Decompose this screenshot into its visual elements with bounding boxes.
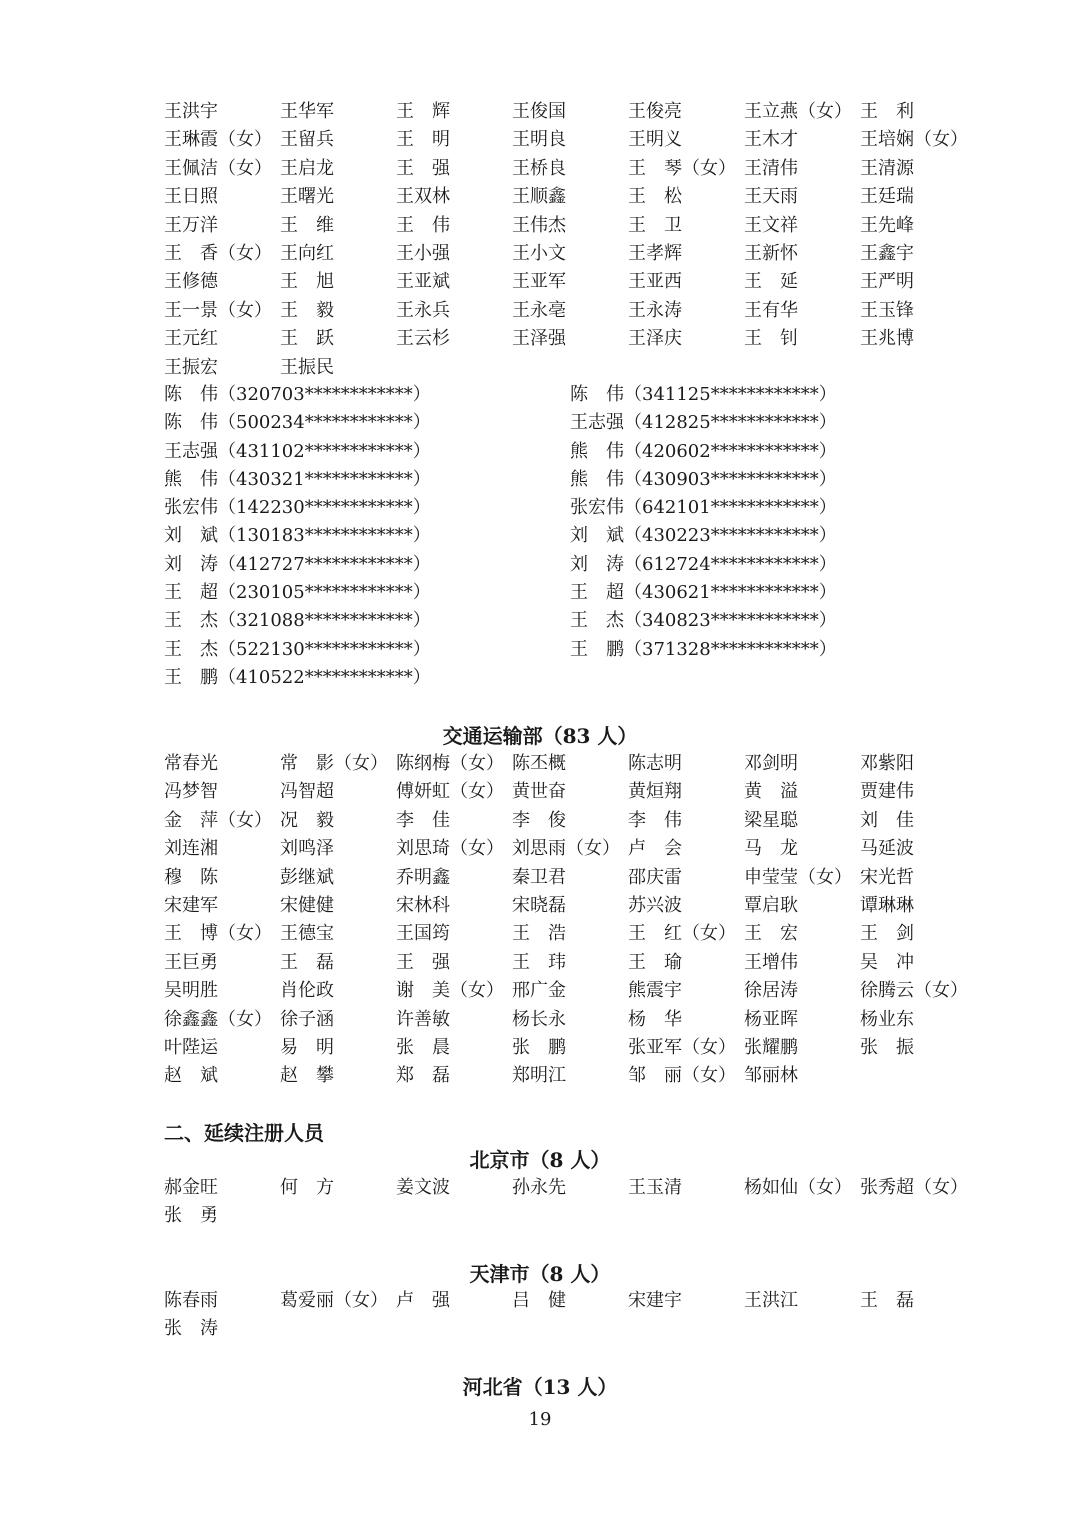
person-name: 覃启耿 bbox=[744, 894, 798, 916]
person-name: 王曙光 bbox=[280, 186, 334, 208]
person-name: 张 涛 bbox=[164, 1318, 218, 1340]
person-name: 杨亚晖 bbox=[744, 1008, 798, 1030]
person-name-with-id: 熊 伟（430321************） bbox=[164, 468, 431, 490]
person-name: 李 俊 bbox=[512, 809, 566, 831]
id-row bbox=[164, 666, 984, 694]
name-row bbox=[164, 780, 984, 808]
person-name: 王 利 bbox=[860, 101, 914, 122]
person-name: 秦卫君 bbox=[512, 866, 566, 888]
person-name-with-id: 王 杰（321088************） bbox=[164, 610, 431, 632]
person-name: 王文祥 bbox=[744, 214, 798, 236]
person-name: 王修德 bbox=[164, 271, 218, 293]
person-name-with-id: 刘 涛（612724************） bbox=[570, 553, 837, 575]
person-name: 肖伦政 bbox=[280, 980, 334, 1002]
person-name: 乔明鑫 bbox=[396, 866, 450, 888]
name-row bbox=[164, 866, 984, 894]
person-name: 王泽强 bbox=[512, 328, 566, 350]
person-name: 王日照 bbox=[164, 186, 218, 208]
person-name: 吕 健 bbox=[512, 1290, 566, 1311]
person-name: 卢 强 bbox=[396, 1290, 450, 1311]
name-row bbox=[164, 100, 984, 128]
person-name: 陈春雨 bbox=[164, 1290, 218, 1311]
person-name: 杨如仙（女） bbox=[744, 1177, 852, 1198]
person-name: 王明义 bbox=[628, 129, 682, 151]
person-name: 王万洋 bbox=[164, 214, 218, 236]
person-name: 易 明 bbox=[280, 1036, 334, 1058]
person-name: 王俊亮 bbox=[628, 101, 682, 122]
person-name-with-id: 王 超（230105************） bbox=[164, 582, 431, 604]
beijing-name-list bbox=[164, 1176, 984, 1233]
person-name: 邢广金 bbox=[512, 980, 566, 1002]
person-name: 马延波 bbox=[860, 838, 914, 860]
person-name: 王 跃 bbox=[280, 328, 334, 350]
name-row bbox=[164, 894, 984, 922]
person-name: 吴 冲 bbox=[860, 951, 914, 973]
person-name: 王明良 bbox=[512, 129, 566, 151]
person-name: 刘思雨（女） bbox=[512, 838, 620, 860]
person-name: 徐鑫鑫（女） bbox=[164, 1008, 272, 1030]
person-name: 杨业东 bbox=[860, 1008, 914, 1030]
person-name: 冯智超 bbox=[280, 781, 334, 803]
person-name: 徐腾云（女） bbox=[860, 980, 968, 1002]
id-row bbox=[164, 440, 984, 468]
person-name-with-id: 陈 伟（341125************） bbox=[570, 384, 837, 405]
person-name: 邓紫阳 bbox=[860, 753, 914, 774]
name-row bbox=[164, 185, 984, 213]
person-name: 陈丕概 bbox=[512, 753, 566, 774]
person-name: 王泽庆 bbox=[628, 328, 682, 350]
name-row bbox=[164, 356, 984, 384]
person-name: 王鑫宇 bbox=[860, 242, 914, 264]
person-name: 王向红 bbox=[280, 242, 334, 264]
person-name: 王 旭 bbox=[280, 271, 334, 293]
person-name-with-id: 熊 伟（430903************） bbox=[570, 468, 837, 490]
name-row bbox=[164, 242, 984, 270]
person-name: 王桥良 bbox=[512, 157, 566, 179]
person-name: 穆 陈 bbox=[164, 866, 218, 888]
person-name: 王华军 bbox=[280, 101, 334, 122]
person-name: 王俊国 bbox=[512, 101, 566, 122]
person-name: 王兆博 bbox=[860, 328, 914, 350]
person-name: 王 香（女） bbox=[164, 242, 272, 264]
person-name: 傅妍虹（女） bbox=[396, 781, 504, 803]
person-name: 王严明 bbox=[860, 271, 914, 293]
person-name: 陈纲梅（女） bbox=[396, 753, 504, 774]
person-name: 赵 攀 bbox=[280, 1065, 334, 1087]
person-name: 王小强 bbox=[396, 242, 450, 264]
person-name: 许善敏 bbox=[396, 1008, 450, 1030]
person-name-with-id: 王 鹏（371328************） bbox=[570, 638, 837, 660]
person-name: 贾建伟 bbox=[860, 781, 914, 803]
person-name: 马 龙 bbox=[744, 838, 798, 860]
person-name: 王培娴（女） bbox=[860, 129, 968, 151]
id-row bbox=[164, 524, 984, 552]
person-name: 杨 华 bbox=[628, 1008, 682, 1030]
person-name: 宋建军 bbox=[164, 894, 218, 916]
person-name: 张 晨 bbox=[396, 1036, 450, 1058]
person-name: 王 延 bbox=[744, 271, 798, 293]
person-name: 王云杉 bbox=[396, 328, 450, 350]
person-name: 王有华 bbox=[744, 299, 798, 321]
person-name: 张秀超（女） bbox=[860, 1177, 968, 1198]
name-row bbox=[164, 1176, 984, 1204]
person-name: 熊震宇 bbox=[628, 980, 682, 1002]
person-name: 王 玮 bbox=[512, 951, 566, 973]
id-row bbox=[164, 581, 984, 609]
person-name: 常 影（女） bbox=[280, 753, 388, 774]
person-name: 王亚斌 bbox=[396, 271, 450, 293]
tianjin-name-list bbox=[164, 1289, 984, 1346]
person-name: 王巨勇 bbox=[164, 951, 218, 973]
person-name: 姜文波 bbox=[396, 1177, 450, 1198]
person-name: 王 瑜 bbox=[628, 951, 682, 973]
person-name: 刘鸣泽 bbox=[280, 838, 334, 860]
person-name-with-id: 刘 斌（430223************） bbox=[570, 525, 837, 547]
person-name: 彭继斌 bbox=[280, 866, 334, 888]
person-name: 刘思琦（女） bbox=[396, 838, 504, 860]
person-name-with-id: 陈 伟（500234************） bbox=[164, 412, 431, 434]
person-name: 申莹莹（女） bbox=[744, 866, 852, 888]
person-name: 王增伟 bbox=[744, 951, 798, 973]
person-name: 王 松 bbox=[628, 186, 682, 208]
person-name: 邓剑明 bbox=[744, 753, 798, 774]
person-name: 宋林科 bbox=[396, 894, 450, 916]
name-row bbox=[164, 1064, 984, 1092]
person-name: 王新怀 bbox=[744, 242, 798, 264]
person-name: 王 钊 bbox=[744, 328, 798, 350]
person-name: 刘连湘 bbox=[164, 838, 218, 860]
person-name: 张 振 bbox=[860, 1036, 914, 1058]
id-row bbox=[164, 383, 984, 411]
person-name: 邹 丽（女） bbox=[628, 1065, 736, 1087]
id-row bbox=[164, 411, 984, 439]
person-name: 王亚军 bbox=[512, 271, 566, 293]
person-name: 李 伟 bbox=[628, 809, 682, 831]
id-row bbox=[164, 468, 984, 496]
person-name: 郑明江 bbox=[512, 1065, 566, 1087]
name-row bbox=[164, 922, 984, 950]
person-name: 谭琳琳 bbox=[860, 894, 914, 916]
person-name: 王立燕（女） bbox=[744, 101, 852, 122]
transport-heading: 交通运输部（83 人） bbox=[442, 724, 638, 748]
person-name: 张耀鹏 bbox=[744, 1036, 798, 1058]
person-name: 谢 美（女） bbox=[396, 980, 504, 1002]
person-name-with-id: 张宏伟（142230************） bbox=[164, 497, 431, 519]
person-name: 王廷瑞 bbox=[860, 186, 914, 208]
id-row bbox=[164, 553, 984, 581]
person-name: 邵庆雷 bbox=[628, 866, 682, 888]
person-name-with-id: 王 鹏（410522************） bbox=[164, 666, 431, 688]
name-row bbox=[164, 157, 984, 185]
person-name-with-id: 王 超（430621************） bbox=[570, 582, 837, 604]
person-name: 李 佳 bbox=[396, 809, 450, 831]
person-name: 邹丽林 bbox=[744, 1065, 798, 1087]
person-name: 王永涛 bbox=[628, 299, 682, 321]
name-row bbox=[164, 128, 984, 156]
name-row bbox=[164, 327, 984, 355]
name-row bbox=[164, 837, 984, 865]
person-name: 黄烜翔 bbox=[628, 781, 682, 803]
person-name: 王 毅 bbox=[280, 299, 334, 321]
person-name: 何 方 bbox=[280, 1177, 334, 1198]
person-name: 王振宏 bbox=[164, 356, 218, 378]
person-name: 孙永先 bbox=[512, 1177, 566, 1198]
name-row bbox=[164, 951, 984, 979]
person-name: 王佩洁（女） bbox=[164, 157, 272, 179]
person-name-with-id: 王 杰（340823************） bbox=[570, 610, 837, 632]
person-name: 杨长永 bbox=[512, 1008, 566, 1030]
person-name: 王德宝 bbox=[280, 923, 334, 945]
name-row bbox=[164, 299, 984, 327]
person-name: 王振民 bbox=[280, 356, 334, 378]
person-name: 王 琴（女） bbox=[628, 157, 736, 179]
person-name: 王元红 bbox=[164, 328, 218, 350]
person-name-with-id: 张宏伟（642101************） bbox=[570, 497, 837, 519]
person-name: 王琳霞（女） bbox=[164, 129, 272, 151]
person-name: 梁星聪 bbox=[744, 809, 798, 831]
person-name: 王 博（女） bbox=[164, 923, 272, 945]
name-row bbox=[164, 214, 984, 242]
person-name: 陈志明 bbox=[628, 753, 682, 774]
person-name: 黄 溢 bbox=[744, 781, 798, 803]
person-name: 黄世奋 bbox=[512, 781, 566, 803]
name-row bbox=[164, 979, 984, 1007]
name-row bbox=[164, 270, 984, 298]
id-row bbox=[164, 496, 984, 524]
person-name: 王孝辉 bbox=[628, 242, 682, 264]
name-row bbox=[164, 1008, 984, 1036]
person-name: 赵 斌 bbox=[164, 1065, 218, 1087]
person-name: 王木才 bbox=[744, 129, 798, 151]
person-name: 王 磊 bbox=[860, 1290, 914, 1311]
person-name: 张亚军（女） bbox=[628, 1036, 736, 1058]
person-name: 王 磊 bbox=[280, 951, 334, 973]
person-name: 王 浩 bbox=[512, 923, 566, 945]
person-name: 徐居涛 bbox=[744, 980, 798, 1002]
person-name: 王永兵 bbox=[396, 299, 450, 321]
person-name: 王清伟 bbox=[744, 157, 798, 179]
name-row bbox=[164, 809, 984, 837]
person-name-with-id: 王志强（412825************） bbox=[570, 412, 837, 434]
tianjin-heading: 天津市（8 人） bbox=[469, 1262, 611, 1286]
person-name: 宋光哲 bbox=[860, 866, 914, 888]
person-name: 王玉锋 bbox=[860, 299, 914, 321]
person-name: 王先峰 bbox=[860, 214, 914, 236]
person-name: 王 明 bbox=[396, 129, 450, 151]
person-name: 王 宏 bbox=[744, 923, 798, 945]
person-name-with-id: 王 杰（522130************） bbox=[164, 638, 431, 660]
person-name: 王 维 bbox=[280, 214, 334, 236]
person-name-with-id: 陈 伟（320703************） bbox=[164, 384, 431, 405]
name-row bbox=[164, 1289, 984, 1317]
person-name: 王 强 bbox=[396, 157, 450, 179]
person-name: 葛爱丽（女） bbox=[280, 1290, 388, 1311]
person-name: 郝金旺 bbox=[164, 1177, 218, 1198]
person-name: 王 卫 bbox=[628, 214, 682, 236]
person-name: 王 红（女） bbox=[628, 923, 736, 945]
person-name-with-id: 王志强（431102************） bbox=[164, 440, 431, 462]
person-name: 卢 会 bbox=[628, 838, 682, 860]
person-name-with-id: 刘 涛（412727************） bbox=[164, 553, 431, 575]
id-name-list bbox=[164, 383, 984, 694]
name-row bbox=[164, 1204, 984, 1232]
name-row bbox=[164, 752, 984, 780]
person-name: 苏兴波 bbox=[628, 894, 682, 916]
person-name: 王 剑 bbox=[860, 923, 914, 945]
name-list-top bbox=[164, 100, 984, 384]
person-name: 张 鹏 bbox=[512, 1036, 566, 1058]
person-name: 刘 佳 bbox=[860, 809, 914, 831]
person-name: 王永亳 bbox=[512, 299, 566, 321]
person-name: 宋建宇 bbox=[628, 1290, 682, 1311]
person-name-with-id: 熊 伟（420602************） bbox=[570, 440, 837, 462]
person-name: 王洪江 bbox=[744, 1290, 798, 1311]
person-name: 常春光 bbox=[164, 753, 218, 774]
name-row bbox=[164, 1317, 984, 1345]
person-name: 郑 磊 bbox=[396, 1065, 450, 1087]
person-name: 王双林 bbox=[396, 186, 450, 208]
person-name: 徐子涵 bbox=[280, 1008, 334, 1030]
person-name: 王小文 bbox=[512, 242, 566, 264]
person-name: 宋健健 bbox=[280, 894, 334, 916]
person-name: 叶陛运 bbox=[164, 1036, 218, 1058]
beijing-heading: 北京市（8 人） bbox=[469, 1148, 611, 1172]
person-name: 金 萍（女） bbox=[164, 809, 272, 831]
person-name: 王伟杰 bbox=[512, 214, 566, 236]
person-name: 况 毅 bbox=[280, 809, 334, 831]
id-row bbox=[164, 609, 984, 637]
person-name: 王国筠 bbox=[396, 923, 450, 945]
person-name: 宋晓磊 bbox=[512, 894, 566, 916]
person-name: 王清源 bbox=[860, 157, 914, 179]
person-name: 王一景（女） bbox=[164, 299, 272, 321]
section-title-renewal: 二、延续注册人员 bbox=[164, 1121, 324, 1145]
page-number: 19 bbox=[528, 1409, 552, 1430]
person-name: 王亚西 bbox=[628, 271, 682, 293]
person-name-with-id: 刘 斌（130183************） bbox=[164, 525, 431, 547]
person-name: 王启龙 bbox=[280, 157, 334, 179]
person-name: 张 勇 bbox=[164, 1205, 218, 1227]
id-row bbox=[164, 638, 984, 666]
person-name: 王 伟 bbox=[396, 214, 450, 236]
person-name: 王 强 bbox=[396, 951, 450, 973]
person-name: 王 辉 bbox=[396, 101, 450, 122]
person-name: 吴明胜 bbox=[164, 980, 218, 1002]
person-name: 王留兵 bbox=[280, 129, 334, 151]
transport-name-list bbox=[164, 752, 984, 1093]
person-name: 冯梦智 bbox=[164, 781, 218, 803]
person-name: 王洪宇 bbox=[164, 101, 218, 122]
hebei-heading: 河北省（13 人） bbox=[462, 1375, 618, 1399]
name-row bbox=[164, 1036, 984, 1064]
person-name: 王玉清 bbox=[628, 1177, 682, 1198]
person-name: 王天雨 bbox=[744, 186, 798, 208]
person-name: 王顺鑫 bbox=[512, 186, 566, 208]
